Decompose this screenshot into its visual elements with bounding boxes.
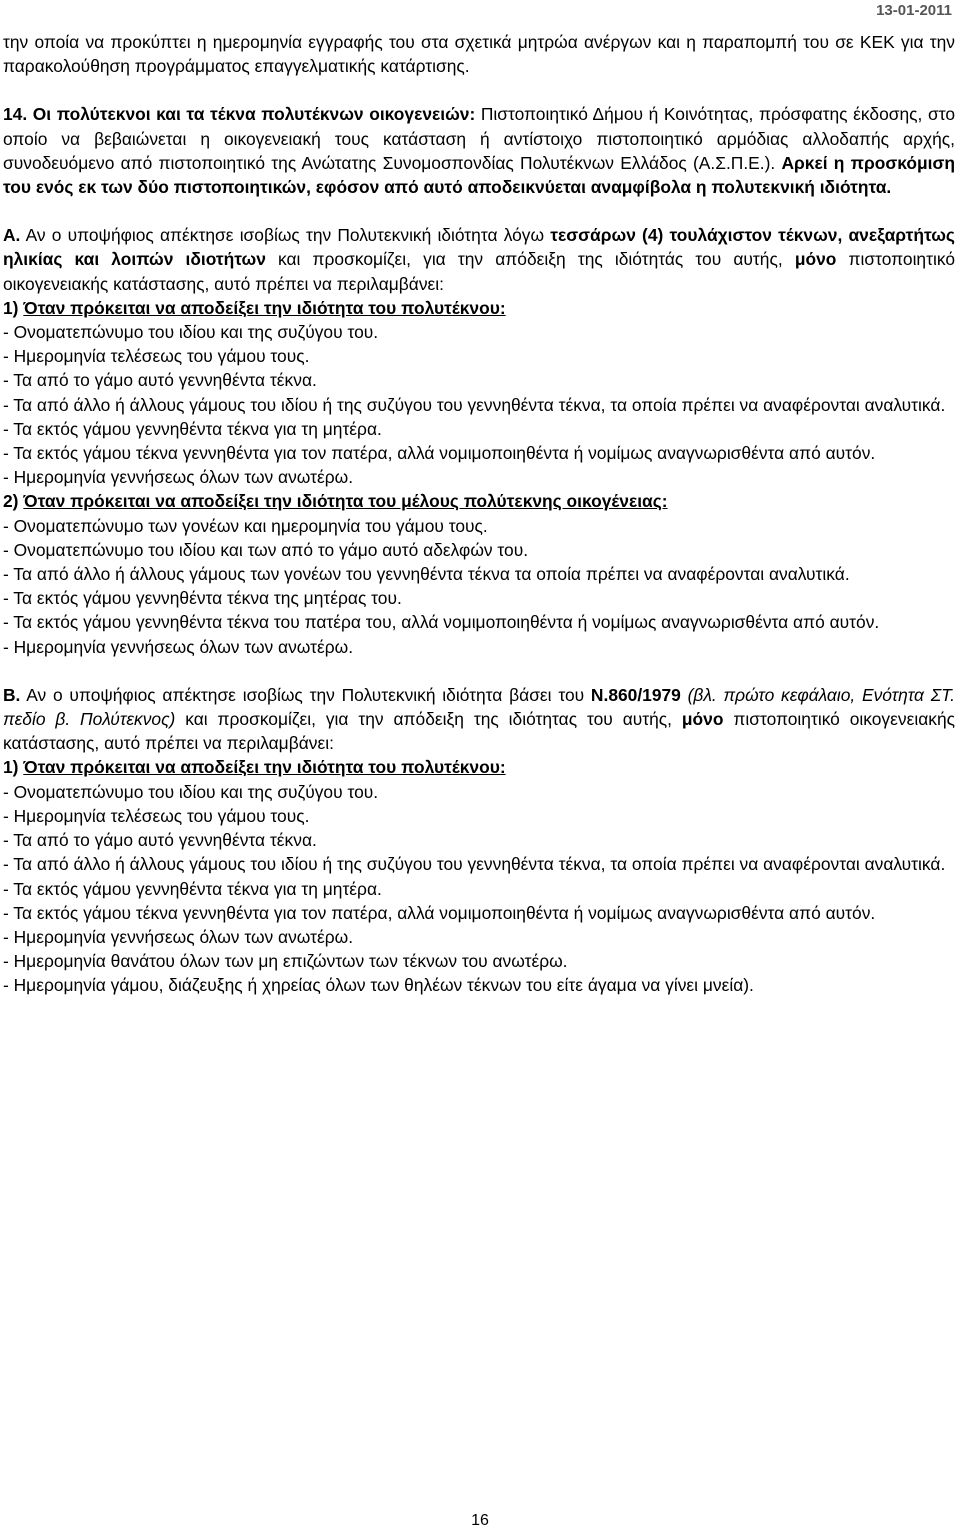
list-item: - Τα από άλλο ή άλλους γάμους του ιδίου ή της συζύγου του γεννηθέντα τέκνα, τα οποία πρέπει να αναφέρονται αναλυτικά. (3, 394, 946, 415)
section-a-text-2: και προσκομίζει, για την απόδειξη της ιδιότητάς του αυτής, (265, 249, 795, 270)
document-body (3, 30, 955, 998)
list-item: - Τα εκτός γάμου γεννηθέντα τέκνα του πατέρα του, αλλά νομιμοποιηθέντα ή νομίμως αναγνωρισθέντα από αυτόν. (3, 612, 880, 633)
list-item: - Τα από άλλο ή άλλους γάμους των γονέων του γεννηθέντα τέκνα τα οποία πρέπει να αναφέρονται αναλυτικά. (3, 564, 850, 585)
sub-heading: Όταν πρόκειται να αποδείξει την ιδιότητα του μέλους πολύτεκνης οικογένειας: (23, 491, 668, 512)
section-b-bold-2: μόνο (681, 709, 724, 730)
item-14-paragraph (3, 102, 955, 199)
section-a-bold-2: μόνο (794, 249, 837, 270)
item-14-bold-note: Αρκεί η προσκόμιση του ενός εκ των δύο πιστοποιητικών, εφόσον από αυτό αποδεικνύεται αναμφίβολα η πολυτεκνική ιδιότητα. (3, 152, 955, 198)
section-b-reference: (βλ. πρώτο κεφάλαιο, Ενότητα ΣΤ. πεδίο β. Πολύτεκνος) (3, 684, 955, 730)
list-item: - Ημερομηνία γεννήσεως όλων των ανωτέρω. (3, 467, 354, 488)
section-b-law: Ν.860/1979 (590, 684, 681, 705)
section-a-bold-1: τεσσάρων (4) τουλάχιστον τέκνων, ανεξαρτήτως ηλικίας και λοιπών ιδιοτήτων (3, 225, 955, 270)
section-b-text-3: πιστοποιητικό οικογενειακής κατάστασης, αυτό πρέπει να περιλαμβάνει: (3, 709, 955, 754)
list-item: - Τα εκτός γάμου γεννηθέντα τέκνα της μητέρας του. (3, 588, 402, 609)
list-item: - Ονοματεπώνυμο του ιδίου και της συζύγου του. (3, 781, 379, 802)
list-item: - Τα εκτός γάμου γεννηθέντα τέκνα για τη μητέρα. (3, 418, 382, 439)
sub-heading: Όταν πρόκειται να αποδείξει την ιδιότητα του πολυτέκνου: (23, 757, 506, 778)
section-a-sub2-list (3, 514, 955, 659)
page-number: 16 (471, 1512, 489, 1529)
sub-heading: Όταν πρόκειται να αποδείξει την ιδιότητα του πολυτέκνου: (23, 297, 506, 318)
list-item: - Τα από το γάμο αυτό γεννηθέντα τέκνα. (3, 370, 317, 391)
list-item: - Ονοματεπώνυμο του ιδίου και της συζύγου του. (3, 322, 379, 343)
sub-number: 1) (3, 297, 24, 318)
list-item: - Ημερομηνία τελέσεως του γάμου τους. (3, 346, 310, 367)
continuation-paragraph: την οποία να προκύπτει η ημερομηνία εγγραφής του στα σχετικά μητρώα ανέργων και η παραπομπή του σε ΚΕΚ για την παρακολούθηση προγράμματος επαγγελματικής κατάρτισης. (3, 32, 955, 77)
list-item: - Ημερομηνία γάμου, διάζευξης ή χηρείας όλων των θηλέων τέκνων του είτε άγαμα να γίνει μνεία). (3, 975, 754, 996)
sub-number: 1) (3, 757, 24, 778)
section-b-letter: Β. (3, 684, 21, 705)
section-a-intro (3, 223, 955, 296)
list-item: - Ονοματεπώνυμο του ιδίου και των από το γάμο αυτό αδελφών του. (3, 539, 529, 560)
item-14-text: Πιστοποιητικό Δήμου ή Κοινότητας, πρόσφατης έκδοσης, στο οποίο να βεβαιώνεται η οικογενειακή τους κατάσταση ή αντίστοιχο πιστοποιητικό αρμόδιας αλλοδαπής αρχής, συνοδευόμενο από πιστοποιητικό της Ανώτατης Συνομοσπονδίας Πολυτέκνων Ελλάδος (Α.Σ.Π.Ε.). (3, 104, 955, 173)
section-a-sub1-list (3, 320, 955, 489)
list-item: - Τα εκτός γάμου τέκνα γεννηθέντα για τον πατέρα, αλλά νομιμοποιηθέντα ή νομίμως αναγνωρισθέντα από αυτόν. (3, 443, 876, 464)
section-a-text-3: πιστοποιητικό οικογενειακής κατάστασης, αυτό πρέπει να περιλαμβάνει: (3, 249, 955, 294)
list-item: - Τα από άλλο ή άλλους γάμους του ιδίου ή της συζύγου του γεννηθέντα τέκνα, τα οποία πρέπει να αναφέρονται αναλυτικά. (3, 854, 946, 875)
sub-number: 2) (3, 491, 24, 512)
list-item: - Ημερομηνία τελέσεως του γάμου τους. (3, 805, 310, 826)
list-item: - Ημερομηνία γεννήσεως όλων των ανωτέρω. (3, 636, 354, 657)
section-b-sub1-heading (3, 755, 955, 779)
section-b-intro (3, 683, 955, 756)
section-b-sub1-list (3, 780, 955, 998)
header-date: 13-01-2011 (876, 2, 952, 19)
list-item: - Ημερομηνία γεννήσεως όλων των ανωτέρω. (3, 926, 354, 947)
list-item: - Ημερομηνία θανάτου όλων των μη επιζώντων των τέκνων του ανωτέρω. (3, 951, 568, 972)
section-b-text-1: Αν ο υποψήφιος απέκτησε ισοβίως την Πολυτεκνική ιδιότητα βάσει του (20, 684, 591, 705)
section-b-text-2: και προσκομίζει, για την απόδειξη της ιδιότητας του αυτής, (175, 709, 682, 730)
section-a-letter: Α. (3, 225, 21, 246)
section-a-sub2-heading (3, 489, 955, 513)
list-item: - Τα από το γάμο αυτό γεννηθέντα τέκνα. (3, 830, 317, 851)
list-item: - Τα εκτός γάμου γεννηθέντα τέκνα για τη μητέρα. (3, 878, 382, 899)
section-a-sub1-heading (3, 296, 955, 320)
section-a-text-1: Αν ο υποψήφιος απέκτησε ισοβίως την Πολυτεκνική ιδιότητα λόγω (20, 225, 551, 246)
list-item: - Τα εκτός γάμου τέκνα γεννηθέντα για τον πατέρα, αλλά νομιμοποιηθέντα ή νομίμως αναγνωρισθέντα από αυτόν. (3, 902, 876, 923)
item-14-heading: 14. Οι πολύτεκνοι και τα τέκνα πολυτέκνων οικογενειών: (3, 104, 476, 125)
list-item: - Ονοματεπώνυμο των γονέων και ημερομηνία του γάμου τους. (3, 515, 488, 536)
